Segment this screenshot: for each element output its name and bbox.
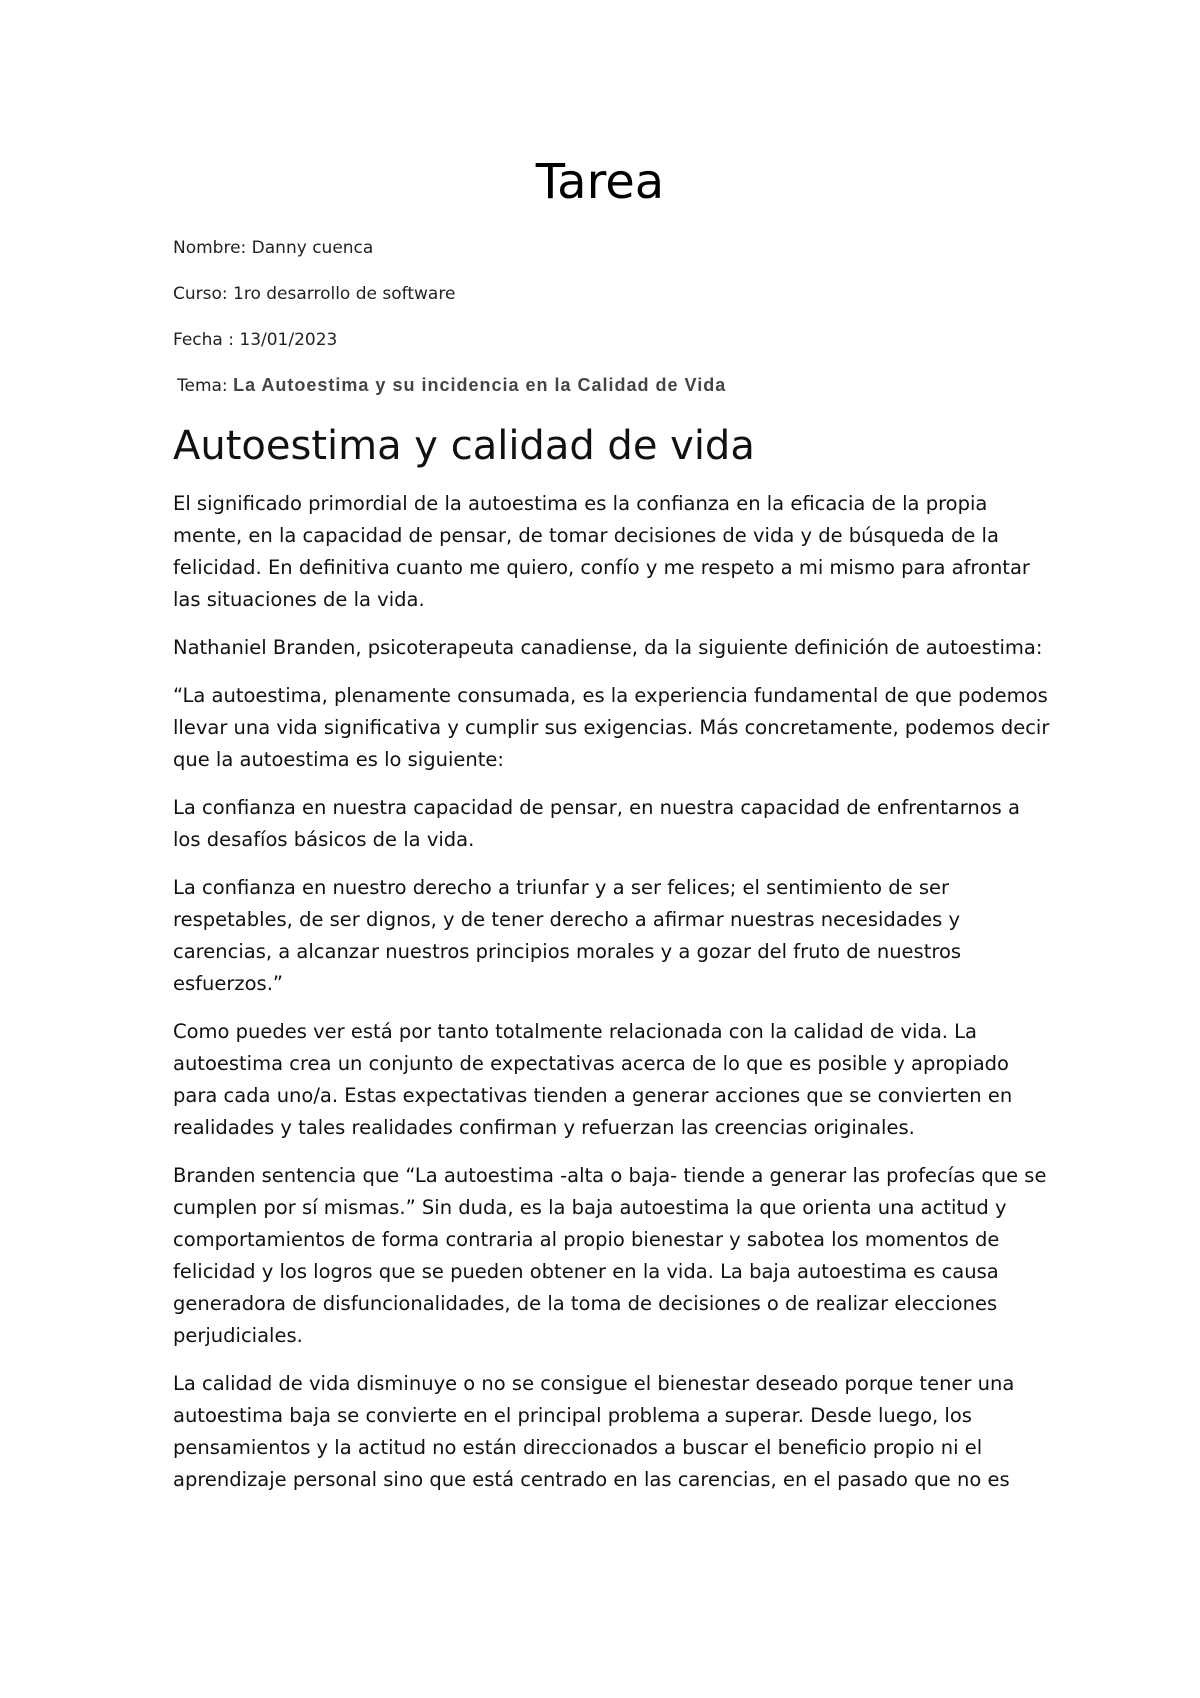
student-name-field: Nombre: Danny cuenca <box>173 238 374 258</box>
section-heading: Autoestima y calidad de vida <box>173 423 755 469</box>
topic-label: Tema: <box>177 376 234 396</box>
paragraph: El significado primordial de la autoestima es la confianza en la eficacia de la propia mente, en la capacidad de pensar, de tomar decisiones de vida y de búsqueda de la felicidad. En definitiva cuanto me quiero, confío y me respeto a mi mismo para afrontar las situaciones de la vida. <box>173 492 1030 611</box>
topic-value: La Autoestima y su incidencia en la Calidad de Vida <box>233 375 727 395</box>
topic-field <box>177 373 726 398</box>
body-text <box>173 488 1053 1512</box>
date-field: Fecha : 13/01/2023 <box>173 330 338 350</box>
paragraph: Branden sentencia que “La autoestima -alta o baja- tiende a generar las profecías que se cumplen por sí mismas.” Sin duda, es la baja autoestima la que orienta una actitud y comportamientos de forma contraria al propio bienestar y sabotea los momentos de felicidad y los logros que se pueden obtener en la vida. La baja autoestima es causa generadora de disfuncionalidades, de la toma de decisiones o de realizar elecciones perjudiciales. <box>173 1164 1047 1347</box>
paragraph: La calidad de vida disminuye o no se consigue el bienestar deseado porque tener una autoestima baja se convierte en el principal problema a superar. Desde luego, los pensamientos y la actitud no están direccionados a buscar el beneficio propio ni el aprendizaje personal sino que está centrado en las carencias, en el pasado que no es <box>173 1372 1015 1491</box>
paragraph: La confianza en nuestra capacidad de pensar, en nuestra capacidad de enfrentarnos a los desafíos básicos de la vida. <box>173 796 1020 851</box>
document-title: Tarea <box>535 154 665 210</box>
paragraph: Nathaniel Branden, psicoterapeuta canadiense, da la siguiente definición de autoestima: <box>173 636 1043 659</box>
course-field: Curso: 1ro desarrollo de software <box>173 284 456 304</box>
paragraph: “La autoestima, plenamente consumada, es la experiencia fundamental de que podemos llevar una vida significativa y cumplir sus exigencias. Más concretamente, podemos decir que la autoestima es lo siguiente: <box>173 684 1050 771</box>
paragraph: La confianza en nuestro derecho a triunfar y a ser felices; el sentimiento de ser respetables, de ser dignos, y de tener derecho a afirmar nuestras necesidades y carencias, a alcanzar nuestros principios morales y a gozar del fruto de nuestros esfuerzos.” <box>173 876 962 995</box>
paragraph: Como puedes ver está por tanto totalmente relacionada con la calidad de vida. La autoestima crea un conjunto de expectativas acerca de lo que es posible y apropiado para cada uno/a. Estas expectativas tienden a generar acciones que se convierten en realidades y tales realidades confirman y refuerzan las creencias originales. <box>173 1020 1013 1139</box>
